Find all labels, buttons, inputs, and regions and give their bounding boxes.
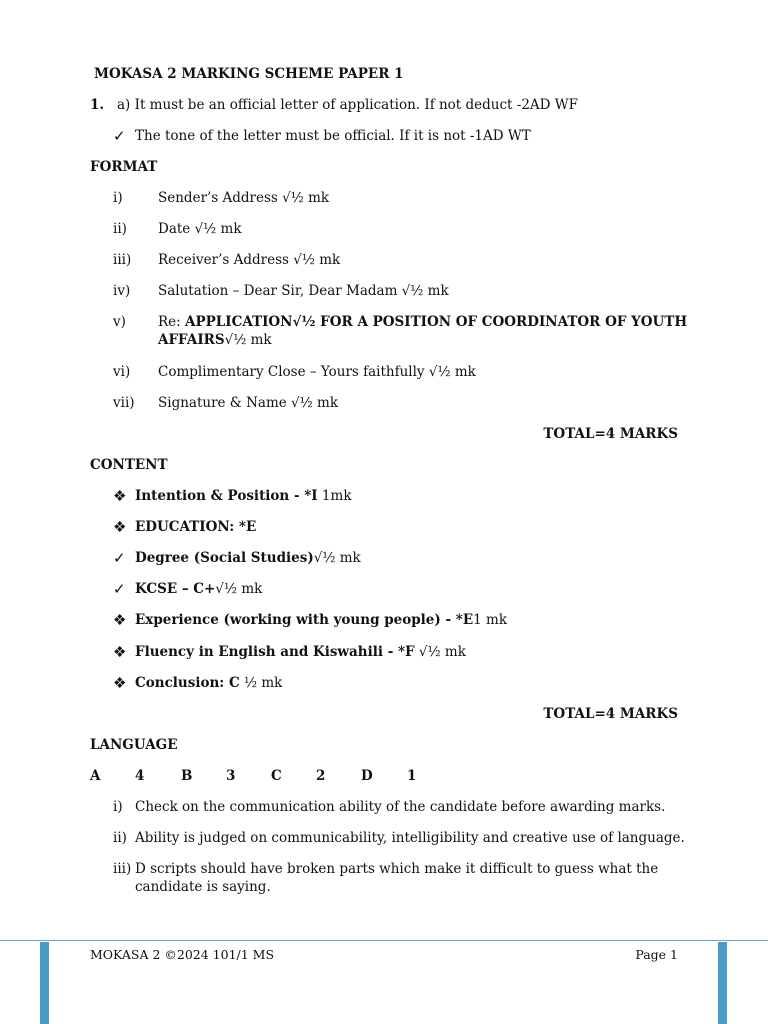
content-item-text: Degree (Social Studies)√½ mk [135, 550, 361, 566]
language-heading: LANGUAGE [90, 737, 178, 753]
format-item-number: ii) [113, 221, 127, 237]
format-total: TOTAL=4 MARKS [543, 426, 678, 442]
language-item-number: ii) [113, 830, 127, 846]
diamond-bullet-icon: ❖ [113, 518, 127, 536]
format-item-number: vii) [113, 395, 135, 411]
language-item-text-continued: candidate is saying. [135, 879, 271, 895]
re-subject: APPLICATION√½ FOR A POSITION OF COORDINATOR OF YOUTH [185, 314, 688, 330]
content-item-text: Intention & Position - *I 1mk [135, 488, 352, 504]
format-item-text-continued [158, 331, 272, 349]
language-item-number: i) [113, 799, 123, 815]
format-heading: FORMAT [90, 159, 158, 175]
language-item-text: D scripts should have broken parts which make it difficult to guess what the [135, 861, 659, 877]
format-item-number: vi) [113, 364, 131, 380]
footer-rule [0, 940, 768, 941]
format-item-text: Complimentary Close – Yours faithfully √½ mk [158, 364, 476, 380]
diamond-bullet-icon: ❖ [113, 674, 127, 692]
format-item-number: iii) [113, 252, 132, 268]
content-item-text: KCSE – C+√½ mk [135, 581, 263, 597]
format-item-number: v) [113, 314, 126, 330]
diamond-bullet-icon: ❖ [113, 611, 127, 629]
grade-mark: 1 [407, 768, 417, 784]
grade-mark: 3 [226, 768, 236, 784]
diamond-bullet-icon: ❖ [113, 643, 127, 661]
re-prefix: Re: [158, 314, 185, 330]
question-1a-text: a) It must be an official letter of application. If not deduct -2AD WF [117, 97, 579, 113]
language-item-number: iii) [113, 861, 132, 877]
grade-letter: B [181, 768, 193, 784]
format-item-number: i) [113, 190, 123, 206]
footer-left-text: MOKASA 2 ©2024 101/1 MS [90, 947, 275, 962]
check-icon: ✓ [113, 127, 126, 145]
format-item-text [158, 313, 687, 331]
format-item-number: iv) [113, 283, 131, 299]
grade-letter: C [271, 768, 282, 784]
grade-letter: D [361, 768, 373, 784]
content-item-text: EDUCATION: *E [135, 519, 257, 535]
document-title: MOKASA 2 MARKING SCHEME PAPER 1 [94, 66, 404, 82]
footer-left-bar [40, 942, 49, 1024]
grade-letter: A [90, 768, 101, 784]
diamond-bullet-icon: ❖ [113, 487, 127, 505]
format-item-text: Sender’s Address √½ mk [158, 190, 330, 206]
format-item-text: Salutation – Dear Sir, Dear Madam √½ mk [158, 283, 449, 299]
content-heading: CONTENT [90, 457, 168, 473]
content-total: TOTAL=4 MARKS [543, 706, 678, 722]
format-item-text: Receiver’s Address √½ mk [158, 252, 341, 268]
language-item-text: Check on the communication ability of the candidate before awarding marks. [135, 799, 666, 815]
content-item-text: Fluency in English and Kiswahili - *F √½ mk [135, 644, 466, 660]
format-item-text: Signature & Name √½ mk [158, 395, 339, 411]
check-icon: ✓ [113, 549, 126, 567]
language-item-text: Ability is judged on communicability, intelligibility and creative use of language. [135, 830, 685, 846]
re-mark: √½ mk [224, 332, 272, 348]
footer-right-bar [718, 942, 727, 1024]
format-item-text: Date √½ mk [158, 221, 242, 237]
grade-mark: 2 [316, 768, 326, 784]
grade-mark: 4 [135, 768, 145, 784]
content-item-text: Conclusion: C ½ mk [135, 675, 283, 691]
content-item-text: Experience (working with young people) - *E1 mk [135, 612, 508, 628]
page-number: Page 1 [635, 947, 678, 962]
re-subject-continued: AFFAIRS [158, 332, 225, 348]
check-icon: ✓ [113, 580, 126, 598]
question-number: 1. [90, 97, 105, 113]
tone-text: The tone of the letter must be official. If it is not -1AD WT [135, 128, 531, 144]
